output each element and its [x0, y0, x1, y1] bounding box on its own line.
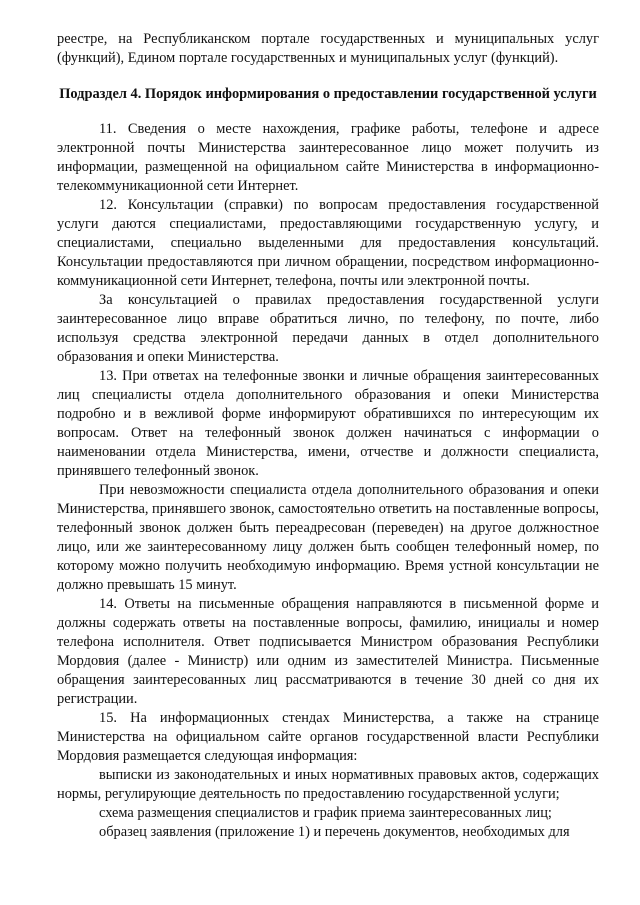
- list-item-application-sample: образец заявления (приложение 1) и перечень документов, необходимых для: [99, 824, 570, 840]
- paragraph-15: 15. На информационных стендах Министерства, а также на странице Министерства на официальном сайте органов государственной власти Республики Мордовия размещается следующая информация:: [57, 710, 599, 764]
- paragraph-11: 11. Сведения о месте нахождения, графике работы, телефоне и адресе электронной почты Министерства заинтересованное лицо может получить из информации, размещенной на официальном сайте Министерства в информационно-телекоммуникационной сети Интернет.: [57, 121, 599, 194]
- paragraph-12-consultation: За консультацией о правилах предоставления государственной услуги заинтересованное лицо вправе обратиться лично, по телефону, по почте, либо используя средства электронной передачи данных в отдел дополнительного образования и опеки Министерства.: [57, 292, 599, 365]
- intro-paragraph: реестре, на Республиканском портале государственных и муниципальных услуг (функций), Едином портале государственных и муниципальных услуг (функций).: [57, 31, 599, 66]
- list-item-schedule: схема размещения специалистов и график приема заинтересованных лиц;: [99, 805, 552, 821]
- paragraph-13: 13. При ответах на телефонные звонки и личные обращения заинтересованных лиц специалисты отдела дополнительного образования и опеки Министерства подробно и в вежливой форме информируют обратившихся по интересующим их вопросам. Ответ на телефонный звонок должен начинаться с информации о наименовании отдела Министерства, имени, отчестве и должности специалиста, принявшего телефонный звонок.: [57, 368, 599, 479]
- list-item-extracts: выписки из законодательных и иных нормативных правовых актов, содержащих нормы, регулирующие деятельность по предоставлению государственной услуги;: [57, 767, 599, 802]
- paragraph-13-redirect: При невозможности специалиста отдела дополнительного образования и опеки Министерства, принявшего звонок, самостоятельно ответить на поставленные вопросы, телефонный звонок должен быть переадресован (переведен) на другое должностное лицо, или же заинтересованному лицу должен быть сообщен телефонный номер, по которому можно получить необходимую информацию. Время устной консультации не должно превышать 15 минут.: [57, 482, 599, 593]
- section-title: Подраздел 4. Порядок информирования о предоставлении государственной услуги: [59, 86, 597, 102]
- paragraph-12: 12. Консультации (справки) по вопросам предоставления государственной услуги даются специалистами, предоставляющими государственную услугу, и специалистами, специально выделенными для предоставления консультаций. Консультации предоставляются при личном обращении, посредством информационно-коммуникационной сети Интернет, телефона, почты или электронной почты.: [57, 197, 599, 289]
- paragraph-14: 14. Ответы на письменные обращения направляются в письменной форме и должны содержать ответы на поставленные вопросы, фамилию, инициалы и номер телефона исполнителя. Ответ подписывается Министром образования Республики Мордовия (далее - Министр) или одним из заместителей Министра. Письменные обращения заинтересованных лиц рассматриваются в течение 30 дней со дня их регистрации.: [57, 596, 599, 707]
